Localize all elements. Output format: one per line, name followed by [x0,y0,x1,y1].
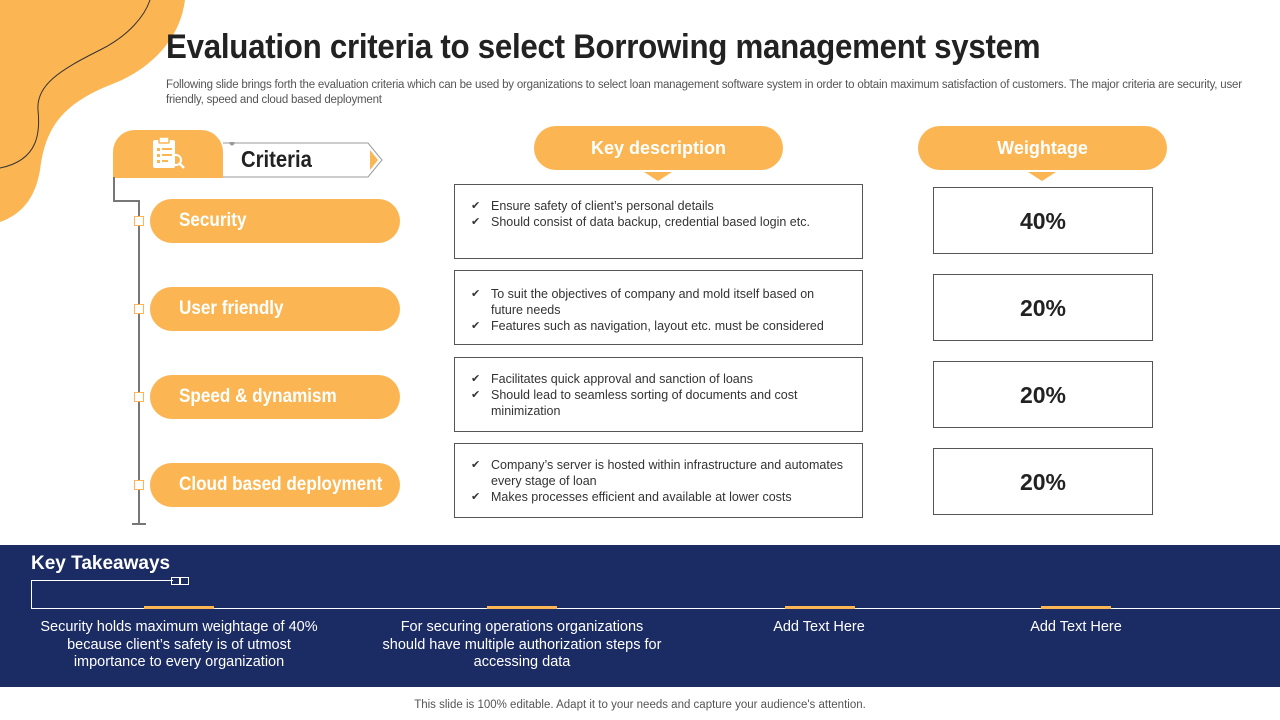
takeaway-divider [31,581,32,609]
weight-speed-dynamism: 20% [933,361,1153,428]
header-pointer [1028,172,1056,181]
list-item: ✔ Should lead to seamless sorting of documents and cost minimization [471,388,798,418]
key-takeaways-title: Key Takeaways [31,553,171,574]
weightage-header: Weightage [918,126,1167,170]
page-title: Evaluation criteria to select Borrowing management system [166,28,1041,66]
check-icon: ✔ [471,320,481,332]
check-icon: ✔ [471,491,481,503]
takeaway-text: Add Text Here [1030,619,1122,635]
takeaway-marker [487,606,557,609]
takeaway-marker [144,606,214,609]
timeline-connector [113,177,115,201]
footer-note: This slide is 100% editable. Adapt it to your needs and capture your audience's attention. [414,699,866,711]
timeline-foot [132,523,146,525]
takeaway-marker [1041,606,1111,609]
takeaway-marker [785,606,855,609]
list-item: ✔ To suit the objectives of company and mold itself based on future needs [471,287,815,317]
list-item: ✔ Company’s server is hosted within infrastructure and automates every stage of loan [471,458,844,488]
criterion-user-friendly: User friendly [150,287,400,331]
link-icon [171,577,189,585]
timeline-connector [113,200,139,202]
timeline-dot [134,216,144,226]
check-icon: ✔ [471,459,481,471]
criterion-speed-dynamism: Speed & dynamism [150,375,400,419]
description-security [454,184,863,259]
criteria-label: Criteria [241,146,312,172]
timeline-line [138,200,140,525]
header-pointer [644,172,672,181]
description-user-friendly [454,270,863,345]
page-subtitle: Following slide brings forth the evaluation criteria which can be used by organizations to select loan management software system in order to obtain maximum satisfaction of customers. The major criteria are security, user friendly, speed and cloud based deployment [166,79,1242,106]
weight-user-friendly: 20% [933,274,1153,341]
list-item: ✔ Facilitates quick approval and sanction of loans [471,372,753,386]
timeline-dot [134,304,144,314]
weight-security: 40% [933,187,1153,254]
description-cloud-deployment [454,443,863,518]
check-icon: ✔ [471,216,481,228]
check-icon: ✔ [471,200,481,212]
timeline-dot [134,480,144,490]
clipboard-search-icon [150,136,186,172]
weight-cloud-deployment: 20% [933,448,1153,515]
check-icon: ✔ [471,373,481,385]
takeaway-text: Security holds maximum weightage of 40% because client’s safety is of utmost importance to every organization [40,619,318,670]
criterion-cloud-deployment: Cloud based deployment [150,463,400,507]
list-item: ✔ Ensure safety of client’s personal details [471,199,714,213]
description-speed-dynamism [454,357,863,432]
takeaway-divider [31,580,173,581]
list-item: ✔ Should consist of data backup, credential based login etc. [471,215,810,229]
takeaway-text: For securing operations organizations should have multiple authorization steps for accessing data [382,619,662,670]
list-item: ✔ Features such as navigation, layout etc. must be considered [471,319,824,333]
check-icon: ✔ [471,288,481,300]
timeline-dot [134,392,144,402]
list-item: ✔ Makes processes efficient and available at lower costs [471,490,792,504]
criterion-security: Security [150,199,400,243]
takeaway-text: Add Text Here [773,619,865,635]
check-icon: ✔ [471,389,481,401]
key-description-header: Key description [534,126,783,170]
